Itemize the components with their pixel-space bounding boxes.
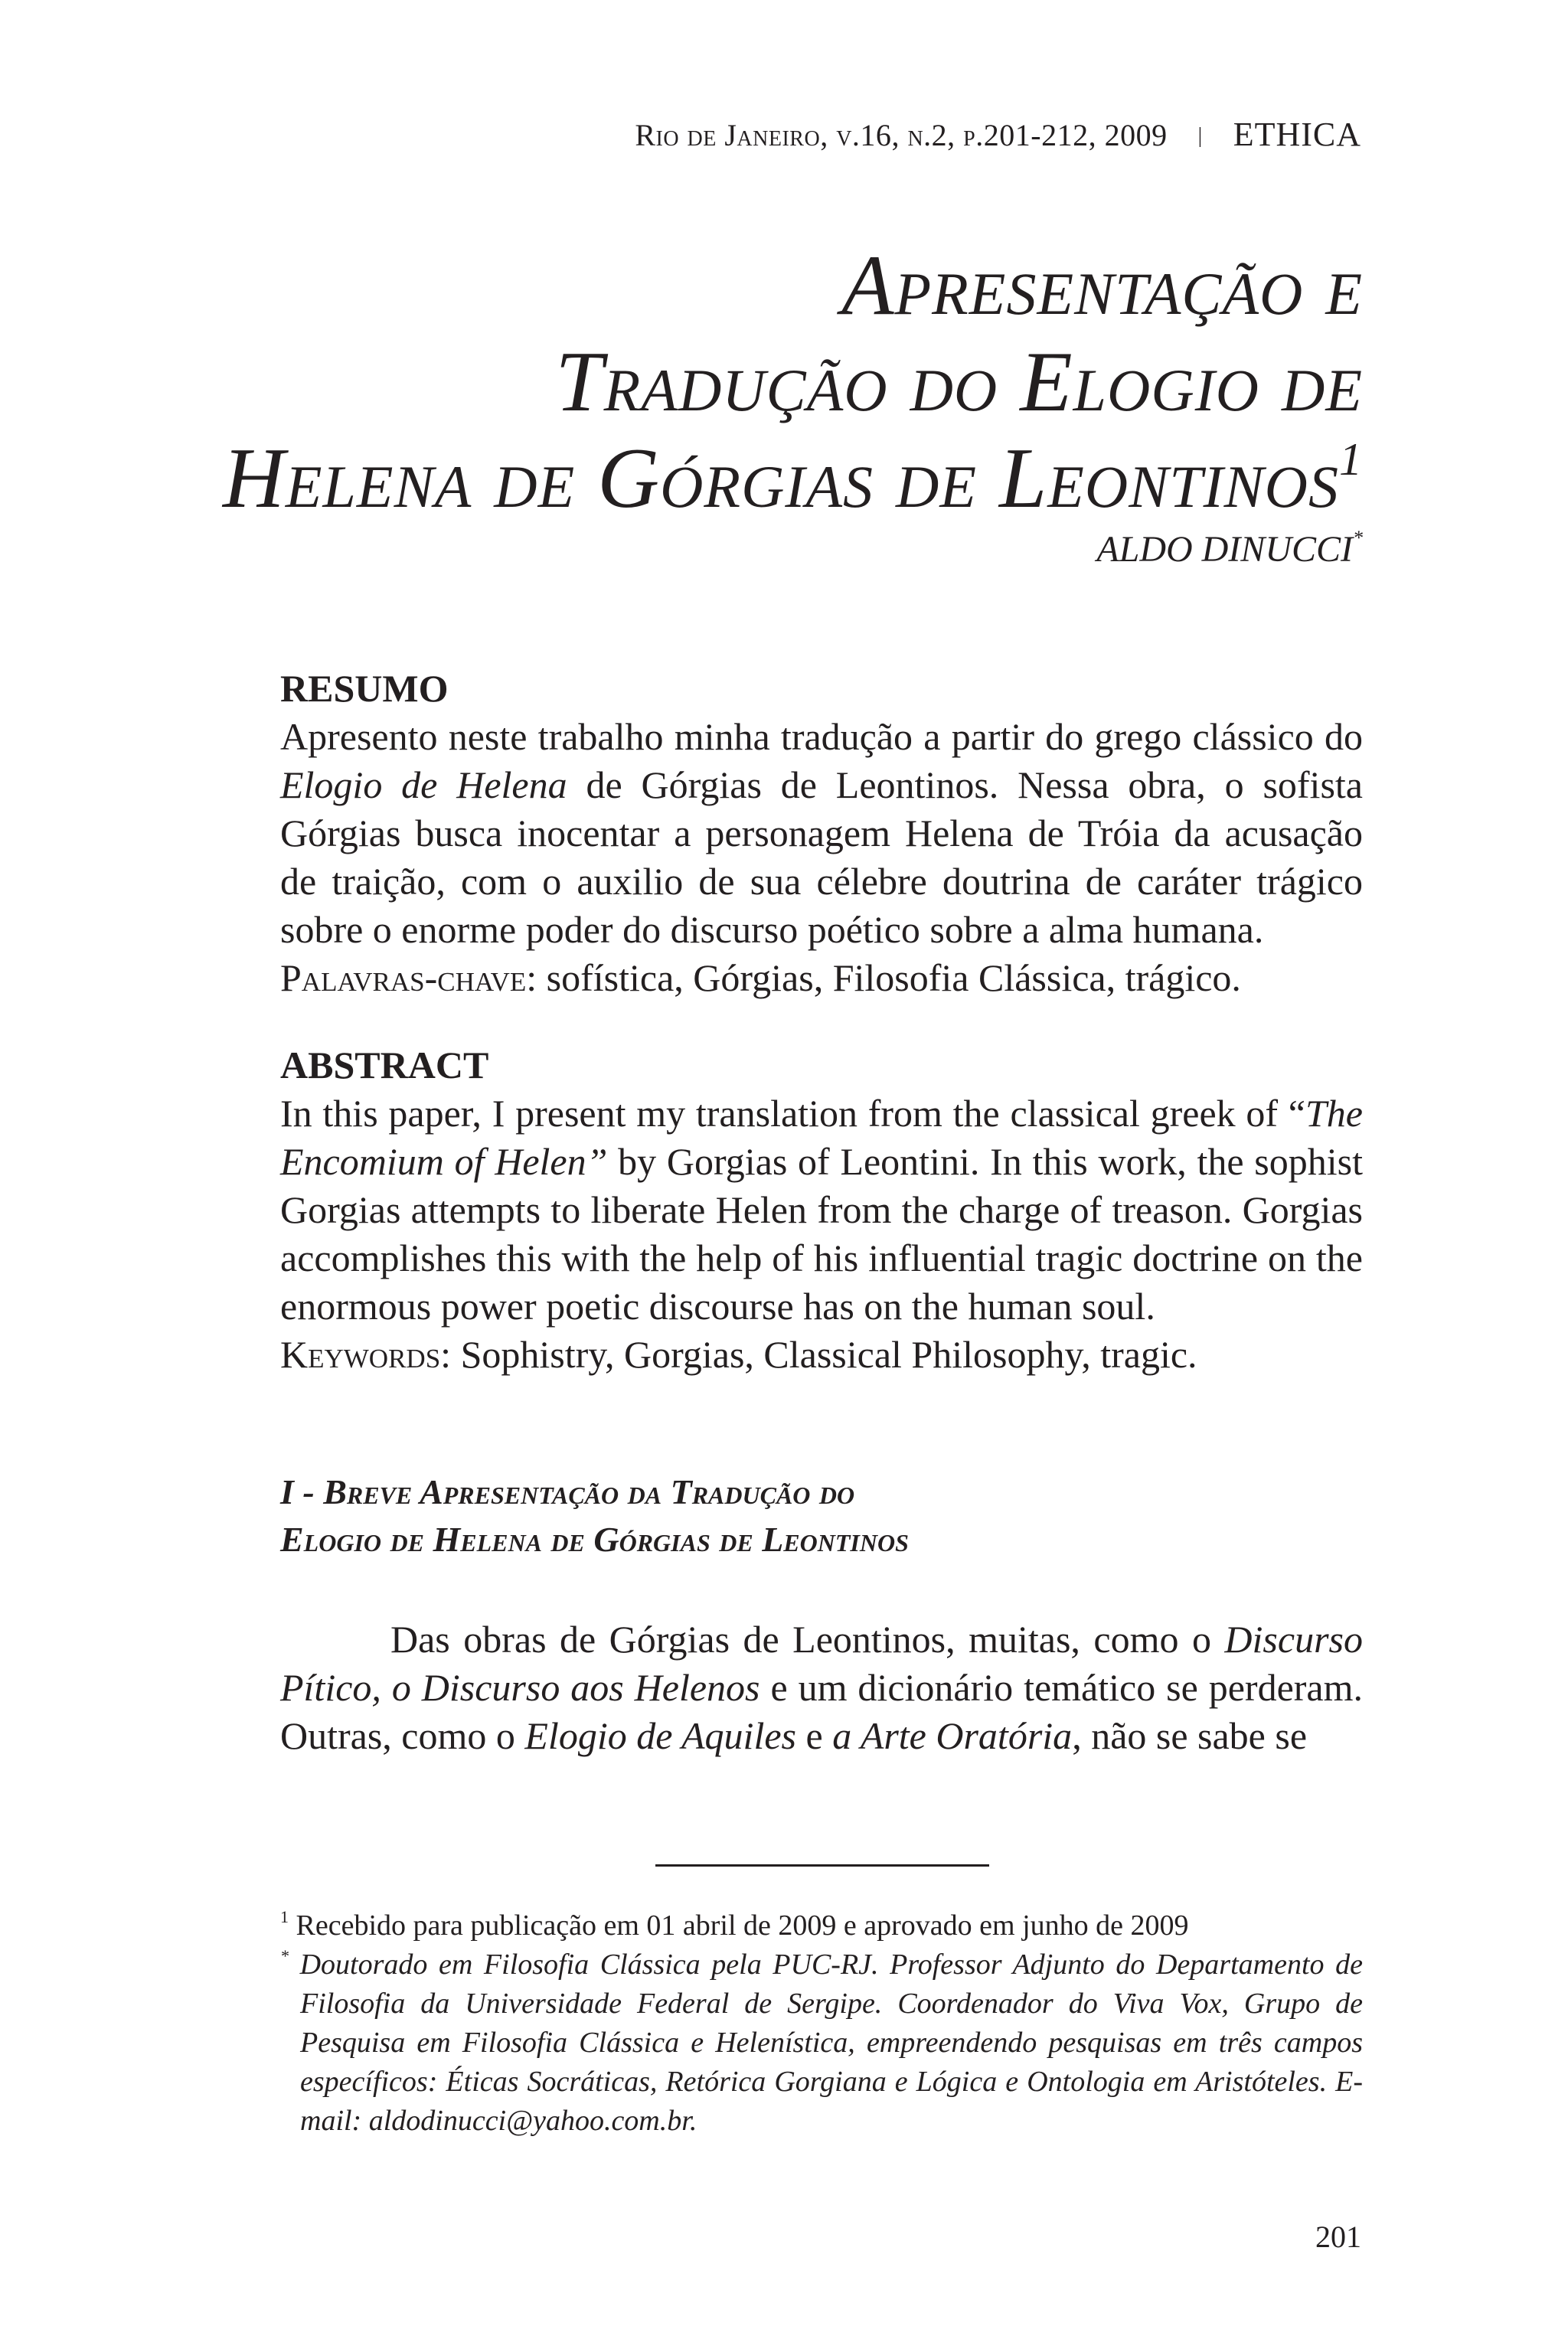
footnote-1-text: Recebido para publicação em 01 abril de 2009 e aprovado em junho de 2009 bbox=[289, 1909, 1189, 1942]
footnote-1-mark: 1 bbox=[280, 1907, 289, 1926]
resumo-text-italic: Elogio de Helena bbox=[280, 763, 567, 806]
resumo-heading: RESUMO bbox=[280, 667, 449, 710]
running-head-number: n.2 bbox=[907, 118, 948, 152]
title-footnote-mark: 1 bbox=[1339, 434, 1363, 485]
title-line-3 bbox=[214, 430, 1363, 527]
abstract-paragraph bbox=[280, 1089, 1363, 1331]
p1-text-d: , não se sabe se bbox=[1072, 1714, 1308, 1757]
footnote-2-text: Doutorado em Filosofia Clássica pela PUC-RJ. Professor Adjunto do Departamento de Filosofia da Universidade Federal de Sergipe. Coordenador do Viva Vox, Grupo de Pesquisa em Filosofia Clássica e Helenística, empreendendo pesquisas em três campos específicos: Éticas Socráticas, Retórica Gorgiana e Lógica e Ontologia em Aristóteles. E-mail: aldodinucci@yahoo.com.br. bbox=[289, 1949, 1363, 2137]
p1-text-a: Das obras de Górgias de Leontinos, muitas, como o bbox=[390, 1618, 1225, 1661]
article-title bbox=[214, 237, 1363, 527]
footnote-2 bbox=[280, 1945, 1363, 2141]
resumo-paragraph bbox=[280, 713, 1363, 954]
abstract-keywords-label: Keywords bbox=[280, 1333, 441, 1376]
p1-italic-2: Elogio de Aquiles bbox=[524, 1714, 796, 1757]
author-name bbox=[1096, 528, 1363, 570]
section-1-heading-line-1: I - Breve Apresentação da Tradução do bbox=[280, 1472, 855, 1511]
title-line-3-text: Helena de Górgias de Leontinos bbox=[223, 431, 1339, 526]
running-head-year: 2009 bbox=[1104, 118, 1168, 152]
abstract-keywords-text: : Sophistry, Gorgias, Classical Philosophy, tragic. bbox=[440, 1333, 1197, 1376]
resumo-keywords-label: Palavras-chave bbox=[280, 956, 527, 999]
running-head-journal: ETHICA bbox=[1233, 116, 1361, 153]
running-head-comma-3: , bbox=[947, 118, 964, 152]
abstract-keywords bbox=[280, 1331, 1363, 1379]
abstract-section bbox=[280, 1041, 1363, 1379]
p1-italic-3: a Arte Oratória bbox=[832, 1714, 1073, 1757]
resumo-text-1: Apresento neste trabalho minha tradução a partir do grego clássico do bbox=[280, 715, 1363, 758]
section-1-heading bbox=[280, 1468, 1363, 1563]
footnotes bbox=[280, 1906, 1363, 2141]
running-head-comma-1: , bbox=[820, 118, 837, 152]
running-head-separator: | bbox=[1197, 124, 1203, 148]
section-1-heading-line-2: Elogio de Helena de Górgias de Leontinos bbox=[280, 1520, 909, 1559]
resumo-text-2: de Górgias de Leontinos. Nessa obra, o sofista Górgias busca inocentar a personagem Helena de Tróia da acusação de traição, com o auxilio de sua célebre doutrina de caráter trágico sobre o enorme poder do discurso poético sobre a alma humana. bbox=[280, 763, 1363, 951]
running-head-comma-2: , bbox=[891, 118, 908, 152]
section-1-body bbox=[280, 1615, 1363, 1760]
title-line-1: Apresentação e bbox=[841, 238, 1363, 333]
footnote-1 bbox=[280, 1906, 1363, 1945]
abstract-heading: ABSTRACT bbox=[280, 1044, 489, 1086]
resumo-section bbox=[280, 665, 1363, 1002]
abstract-text-1: In this paper, I present my translation from the classical greek of “ bbox=[280, 1092, 1305, 1135]
author-footnote-mark: * bbox=[1353, 527, 1363, 549]
resumo-keywords bbox=[280, 954, 1363, 1002]
p1-text-c: e bbox=[795, 1714, 833, 1757]
running-head-comma-4: , bbox=[1088, 118, 1105, 152]
p1-text-b: e um dicionário temático se perderam. Outras, como o bbox=[280, 1666, 1364, 1757]
section-1-paragraph-1 bbox=[280, 1615, 1363, 1760]
page-number: 201 bbox=[1315, 2220, 1361, 2254]
abstract-text-italic: The Encomium of Helen” bbox=[280, 1092, 1363, 1183]
running-head-place: Rio de Janeiro bbox=[635, 118, 821, 152]
running-head-pages: p.201-212 bbox=[963, 118, 1089, 152]
footnote-2-mark: * bbox=[280, 1946, 289, 1965]
footnote-divider bbox=[655, 1864, 989, 1867]
resumo-keywords-text: : sofística, Górgias, Filosofia Clássica, trágico. bbox=[526, 956, 1241, 999]
running-head-volume: v.16 bbox=[836, 118, 892, 152]
p1-italic-1: Discurso Pítico, o Discurso aos Helenos bbox=[280, 1618, 1363, 1709]
author-name-text: ALDO DINUCCI bbox=[1096, 529, 1353, 570]
running-head bbox=[635, 115, 1361, 154]
title-line-2: Tradução do Elogio de bbox=[555, 335, 1363, 430]
abstract-text-2: by Gorgias of Leontini. In this work, the sophist Gorgias attempts to liberate Helen from the charge of treason. Gorgias accomplishes this with the help of his influential tragic doctrine on the enormous power poetic discourse has on the human soul. bbox=[280, 1140, 1363, 1328]
